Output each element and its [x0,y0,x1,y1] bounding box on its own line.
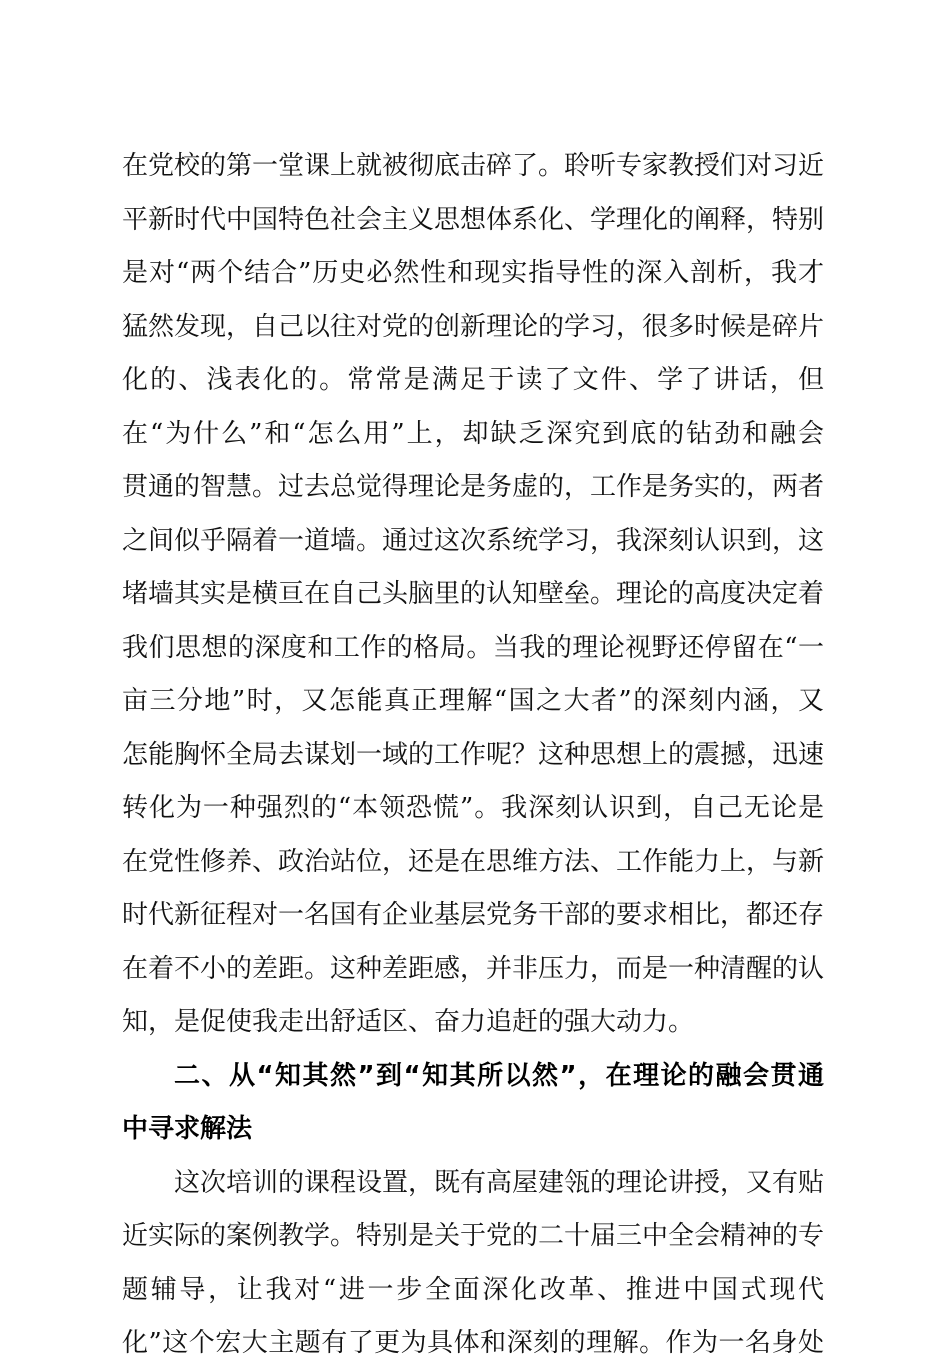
text-line: 时代新征程对一名国有企业基层党务干部的要求相比，都还存 [122,900,825,930]
text-line: 堵墙其实是横亘在自己头脑里的认知壁垒。理论的高度决定着 [122,579,825,609]
text-line: 之间似乎隔着一道墙。通过这次系统学习，我深刻认识到，这 [122,525,825,556]
text-line: 转化为一种强烈的“本领恐慌”。我深刻认识到，自己无论是 [122,793,824,823]
text-line: 在党校的第一堂课上就被彻底击碎了。聆听专家教授们对习近 [122,151,825,181]
heading-line: 二、从“知其然”到“知其所以然”，在理论的融会贯通 [174,1060,824,1091]
section-heading [122,1050,824,1157]
text-line: 题辅导，让我对“进一步全面深化改革、推进中国式现代 [122,1274,824,1305]
document-body [122,140,824,1371]
paragraph-2 [122,1157,824,1371]
text-line: 知，是促使我走出舒适区、奋力追赶的强大动力。 [122,1007,695,1037]
text-line: 化”这个宏大主题有了更为具体和深刻的理解。作为一名身处 [122,1328,824,1358]
text-line: 是对“两个结合”历史必然性和现实指导性的深入剖析，我才 [122,258,824,288]
text-line: 我们思想的深度和工作的格局。当我的理论视野还停留在“一 [122,632,824,663]
text-line: 在“为什么”和“怎么用”上，却缺乏深究到底的钻劲和融会 [122,418,824,449]
text-line: 亩三分地”时，又怎能真正理解“国之大者”的深刻内涵，又 [122,686,824,716]
text-line: 在着不小的差距。这种差距感，并非压力，而是一种清醒的认 [122,953,825,984]
text-line: 猛然发现，自己以往对党的创新理论的学习，很多时候是碎片 [122,311,825,342]
text-line: 这次培训的课程设置，既有高屋建瓴的理论讲授，又有贴 [174,1167,825,1198]
text-line: 贯通的智慧。过去总觉得理论是务虚的，工作是务实的，两者 [122,472,825,502]
text-line: 在党性修养、政治站位，还是在思维方法、工作能力上，与新 [122,846,825,877]
text-line: 怎能胸怀全局去谋划一域的工作呢？这种思想上的震撼，迅速 [122,739,825,770]
text-line: 平新时代中国特色社会主义思想体系化、学理化的阐释，特别 [122,204,825,235]
heading-line: 中寻求解法 [122,1114,253,1144]
paragraph-1 [122,140,824,1050]
text-line: 近实际的案例教学。特别是关于党的二十届三中全会精神的专 [122,1221,825,1251]
text-line: 化的、浅表化的。常常是满足于读了文件、学了讲话，但 [122,365,824,395]
